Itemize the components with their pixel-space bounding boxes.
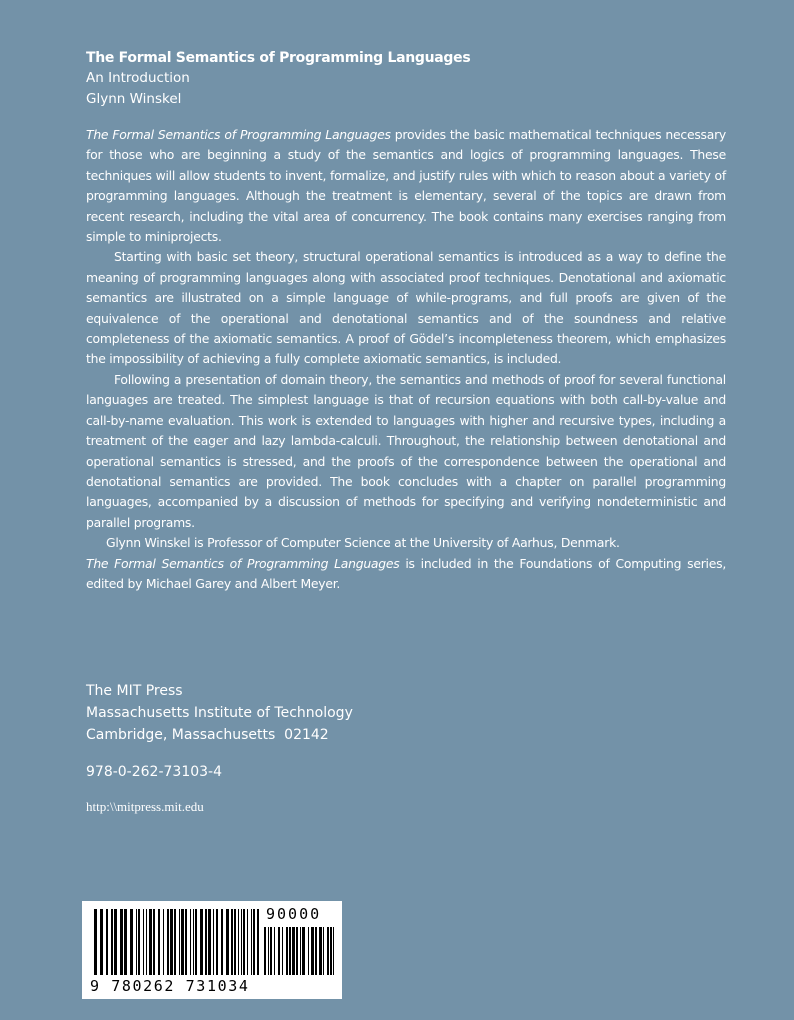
barcode-bar (100, 909, 103, 975)
barcode-bar (181, 909, 184, 975)
barcode-bar (234, 909, 236, 975)
book-author: Glynn Winskel (86, 91, 182, 107)
paragraph-text: provides the basic mathematical techniques necessary for those who are beginning a study of the semantics and logics of programming languages. These techniques will allow students to invent, formalize, and justify rules with which to reason about a variety of programming languages. Although the treatment is elementary, several of the topics are drawn from recent research, including the vital area of concurrency. The book contains many exercises ranging from simple to miniprojects. (86, 127, 727, 245)
description-paragraph-1 (86, 125, 726, 247)
barcode-bar (327, 927, 329, 975)
barcode-bar (289, 927, 291, 975)
barcode-bar (296, 927, 298, 975)
isbn-barcode (82, 901, 342, 999)
barcode-bar (319, 927, 322, 975)
barcode-bar (330, 927, 332, 975)
author-bio-paragraph: Glynn Winskel is Professor of Computer Science at the University of Aarhus, Denmark. (106, 535, 620, 551)
barcode-bar (111, 909, 113, 975)
barcode-bar (243, 909, 245, 975)
barcode-bar (193, 909, 194, 975)
barcode-bar (143, 909, 144, 975)
barcode-bar (333, 927, 334, 975)
barcode-bar (274, 927, 275, 975)
barcode-bar (205, 909, 207, 975)
barcode-bars (94, 909, 260, 975)
barcode-bar (221, 909, 223, 975)
barcode-bar (257, 909, 259, 975)
title-reference: The Formal Semantics of Programming Languages (86, 555, 400, 571)
barcode-digits: 9 780262 731034 (90, 977, 250, 995)
barcode-bar (323, 927, 324, 975)
barcode-addon-bars (264, 927, 336, 975)
barcode-bar (282, 927, 283, 975)
description-paragraph-2: Starting with basic set theory, structural operational semantics is introduced as a way to define the meaning of programming languages along with associated proof techniques. Denotational and axiomatic semantics are illustrated on a simple language of while-programs, and full proofs are given of the equivalence of the operational and denotational semantics and of the soundness and relative completeness of the axiomatic semantics. A proof of Gödel’s incompleteness theorem, which emphasizes the impossibility of achieving a fully complete axiomatic semantics, is included. (86, 249, 726, 367)
isbn-number: 978-0-262-73103-4 (86, 764, 223, 780)
barcode-bar (241, 909, 242, 975)
barcode-bar (136, 909, 137, 975)
barcode-bar (190, 909, 191, 975)
barcode-bar (264, 927, 266, 975)
description-paragraph-3: Following a presentation of domain theory, the semantics and methods of proof for several functional languages are treated. The simplest language is that of recursion equations with both call-by-value and call-by-name evaluation. This work is extended to languages with higher and recursive types, including a treatment of the eager and lazy lambda-calculi. Throughout, the relationship between denotational and operational semantics is stressed, and the proofs of the correspondence between the operational and denotational semantics are provided. The book concludes with a chapter on parallel programming languages, accompanied by a discussion of methods for specifying and verifying nondeterministic and parallel programs. (86, 371, 726, 530)
barcode-bar (292, 927, 295, 975)
barcode-bar (251, 909, 252, 975)
barcode-bar (174, 909, 176, 975)
barcode-bar (167, 909, 169, 975)
paragraph-text: is included in the Foundations of Computing series, edited by Michael Garey and Albert Meyer. (86, 555, 727, 591)
barcode-bar (170, 909, 173, 975)
barcode-bar (124, 909, 127, 975)
barcode-bar (315, 927, 317, 975)
barcode-bar (120, 909, 123, 975)
book-description (86, 125, 726, 594)
barcode-bar (302, 927, 305, 975)
barcode-bar (231, 909, 233, 975)
publisher-address: Cambridge, Massachusetts 02142 (86, 727, 329, 743)
book-subtitle: An Introduction (86, 70, 190, 86)
barcode-bar (311, 927, 314, 975)
barcode-bar (153, 909, 155, 975)
barcode-bar (138, 909, 140, 975)
barcode-bar (114, 909, 117, 975)
barcode-bar (238, 909, 239, 975)
publisher-institute: Massachusetts Institute of Technology (86, 705, 353, 721)
barcode-bar (216, 909, 218, 975)
barcode-bar (149, 909, 152, 975)
barcode-bar (200, 909, 203, 975)
title-reference: The Formal Semantics of Programming Languages (86, 127, 391, 142)
barcode-bar (185, 909, 187, 975)
barcode-bar (247, 909, 248, 975)
publisher-url[interactable]: http:\\mitpress.mit.edu (86, 799, 204, 814)
barcode-bar (163, 909, 164, 975)
barcode-bar (146, 909, 147, 975)
cover-header (86, 48, 726, 110)
barcode-bar (268, 927, 269, 975)
barcode-bar (94, 909, 97, 975)
barcode-bar (286, 927, 288, 975)
barcode-bar (278, 927, 280, 975)
book-title: The Formal Semantics of Programming Languages (86, 50, 471, 66)
barcode-bar (253, 909, 255, 975)
barcode-bar (106, 909, 108, 975)
barcode-bar (179, 909, 180, 975)
series-paragraph (86, 554, 726, 595)
barcode-bar (130, 909, 133, 975)
barcode-bar (208, 909, 211, 975)
barcode-bar (158, 909, 160, 975)
publisher-name: The MIT Press (86, 683, 183, 699)
barcode-bar (195, 909, 197, 975)
barcode-bar (300, 927, 301, 975)
barcode-bar (308, 927, 309, 975)
publisher-block (86, 680, 486, 746)
barcode-bar (226, 909, 229, 975)
barcode-addon-digits: 90000 (266, 905, 322, 923)
barcode-bar (270, 927, 272, 975)
barcode-bar (213, 909, 214, 975)
